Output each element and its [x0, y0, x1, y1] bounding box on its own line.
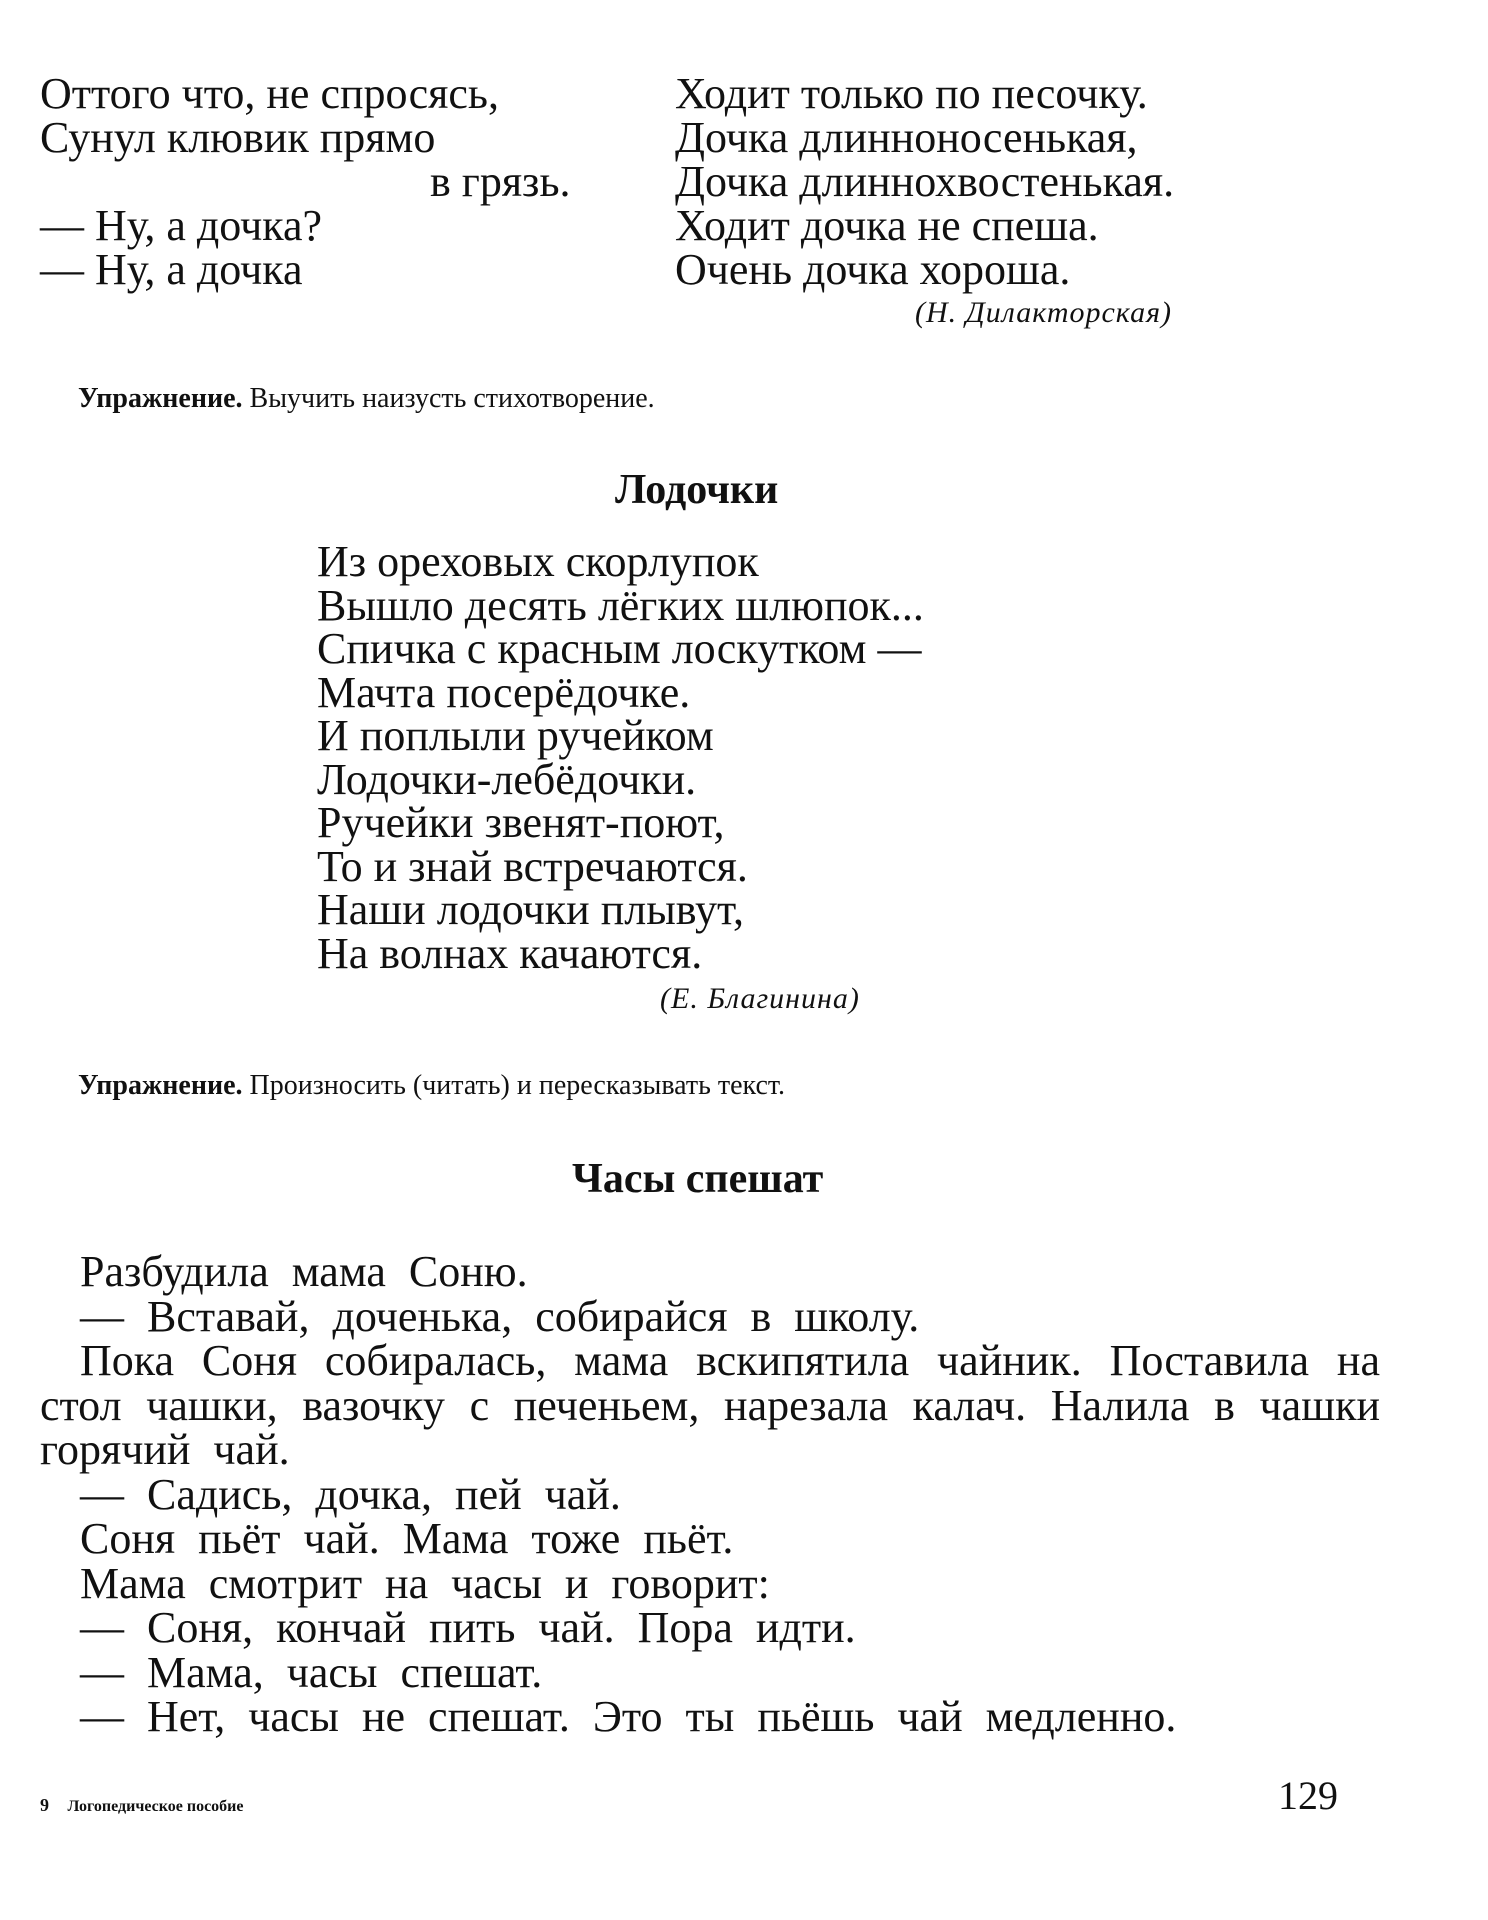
- right-line: Дочка длиннохвостенькая.: [675, 157, 1175, 206]
- story-paragraph: Пока Соня собиралась, мама вскипятила чайник. Поставила на стол чашки, вазочку с печеньем, нарезала калач. Налила в чашки горячий чай.: [40, 1336, 1380, 1474]
- footer-signature: [40, 1795, 243, 1816]
- exercise-2: [78, 1070, 785, 1102]
- poem-body: [317, 537, 924, 978]
- signature-number: 9: [40, 1795, 49, 1815]
- story-line: — Мама, часы спешат.: [80, 1647, 543, 1697]
- left-line: Сунул клювик прямо: [40, 113, 436, 162]
- story-line: — Вставай, доченька, собирайся в школу.: [80, 1291, 920, 1341]
- poem-line: То и знай встречаются.: [317, 841, 748, 891]
- attribution-dilaktorskaya: (Н. Дилакторская): [915, 296, 1173, 329]
- poem-line: Спичка с красным лоскутком —: [317, 624, 922, 673]
- left-line: в грязь.: [430, 157, 571, 206]
- story-line: — Соня, кончай пить чай. Пора идти.: [80, 1603, 856, 1652]
- story-title: Часы спешат: [572, 1156, 824, 1202]
- poem-line: На волнах качаются.: [317, 928, 703, 978]
- book-title: Логопедическое пособие: [67, 1798, 244, 1815]
- exercise-label: Упражнение.: [78, 383, 243, 414]
- right-line: Дочка длинноносенькая,: [675, 113, 1138, 162]
- left-line: — Ну, а дочка?: [40, 201, 323, 250]
- story-line: Соня пьёт чай. Мама тоже пьёт.: [80, 1514, 734, 1563]
- story-body: [40, 1247, 1380, 1741]
- story-line: Разбудила мама Соню.: [80, 1247, 528, 1296]
- poem-line: Лодочки-лебёдочки.: [317, 754, 697, 804]
- exercise-1: [78, 383, 655, 415]
- exercise-text: Произносить (читать) и пересказывать текст.: [242, 1070, 786, 1101]
- story-line: — Садись, дочка, пей чай.: [80, 1469, 621, 1519]
- left-line: Оттого что, не спросясь,: [40, 69, 499, 118]
- exercise-text: Выучить наизусть стихотворение.: [242, 383, 655, 414]
- right-column: [675, 69, 1175, 294]
- poem-line: И поплыли ручейком: [317, 711, 714, 760]
- right-line: Ходит только по песочку.: [675, 69, 1148, 118]
- left-line: — Ну, а дочка: [40, 245, 303, 294]
- left-column: [40, 69, 571, 294]
- poem-line: Ручейки звенят-поют,: [317, 798, 725, 847]
- story-line: Мама смотрит на часы и говорит:: [80, 1558, 770, 1608]
- poem-line: Наши лодочки плывут,: [317, 885, 744, 934]
- story-line: — Нет, часы не спешат. Это ты пьёшь чай медленно.: [80, 1692, 1177, 1741]
- poem-line: Мачта посерёдочке.: [317, 667, 691, 717]
- right-line: Ходит дочка не спеша.: [675, 201, 1099, 250]
- poem-title: Лодочки: [615, 467, 779, 513]
- page-number: 129: [1278, 1773, 1338, 1818]
- poem-line: Вышло десять лёгких шлюпок...: [317, 580, 924, 630]
- right-line: Очень дочка хороша.: [675, 245, 1071, 294]
- attribution-blaginina: (Е. Благинина): [660, 982, 860, 1015]
- exercise-label: Упражнение.: [78, 1070, 243, 1101]
- poem-line: Из ореховых скорлупок: [317, 537, 759, 586]
